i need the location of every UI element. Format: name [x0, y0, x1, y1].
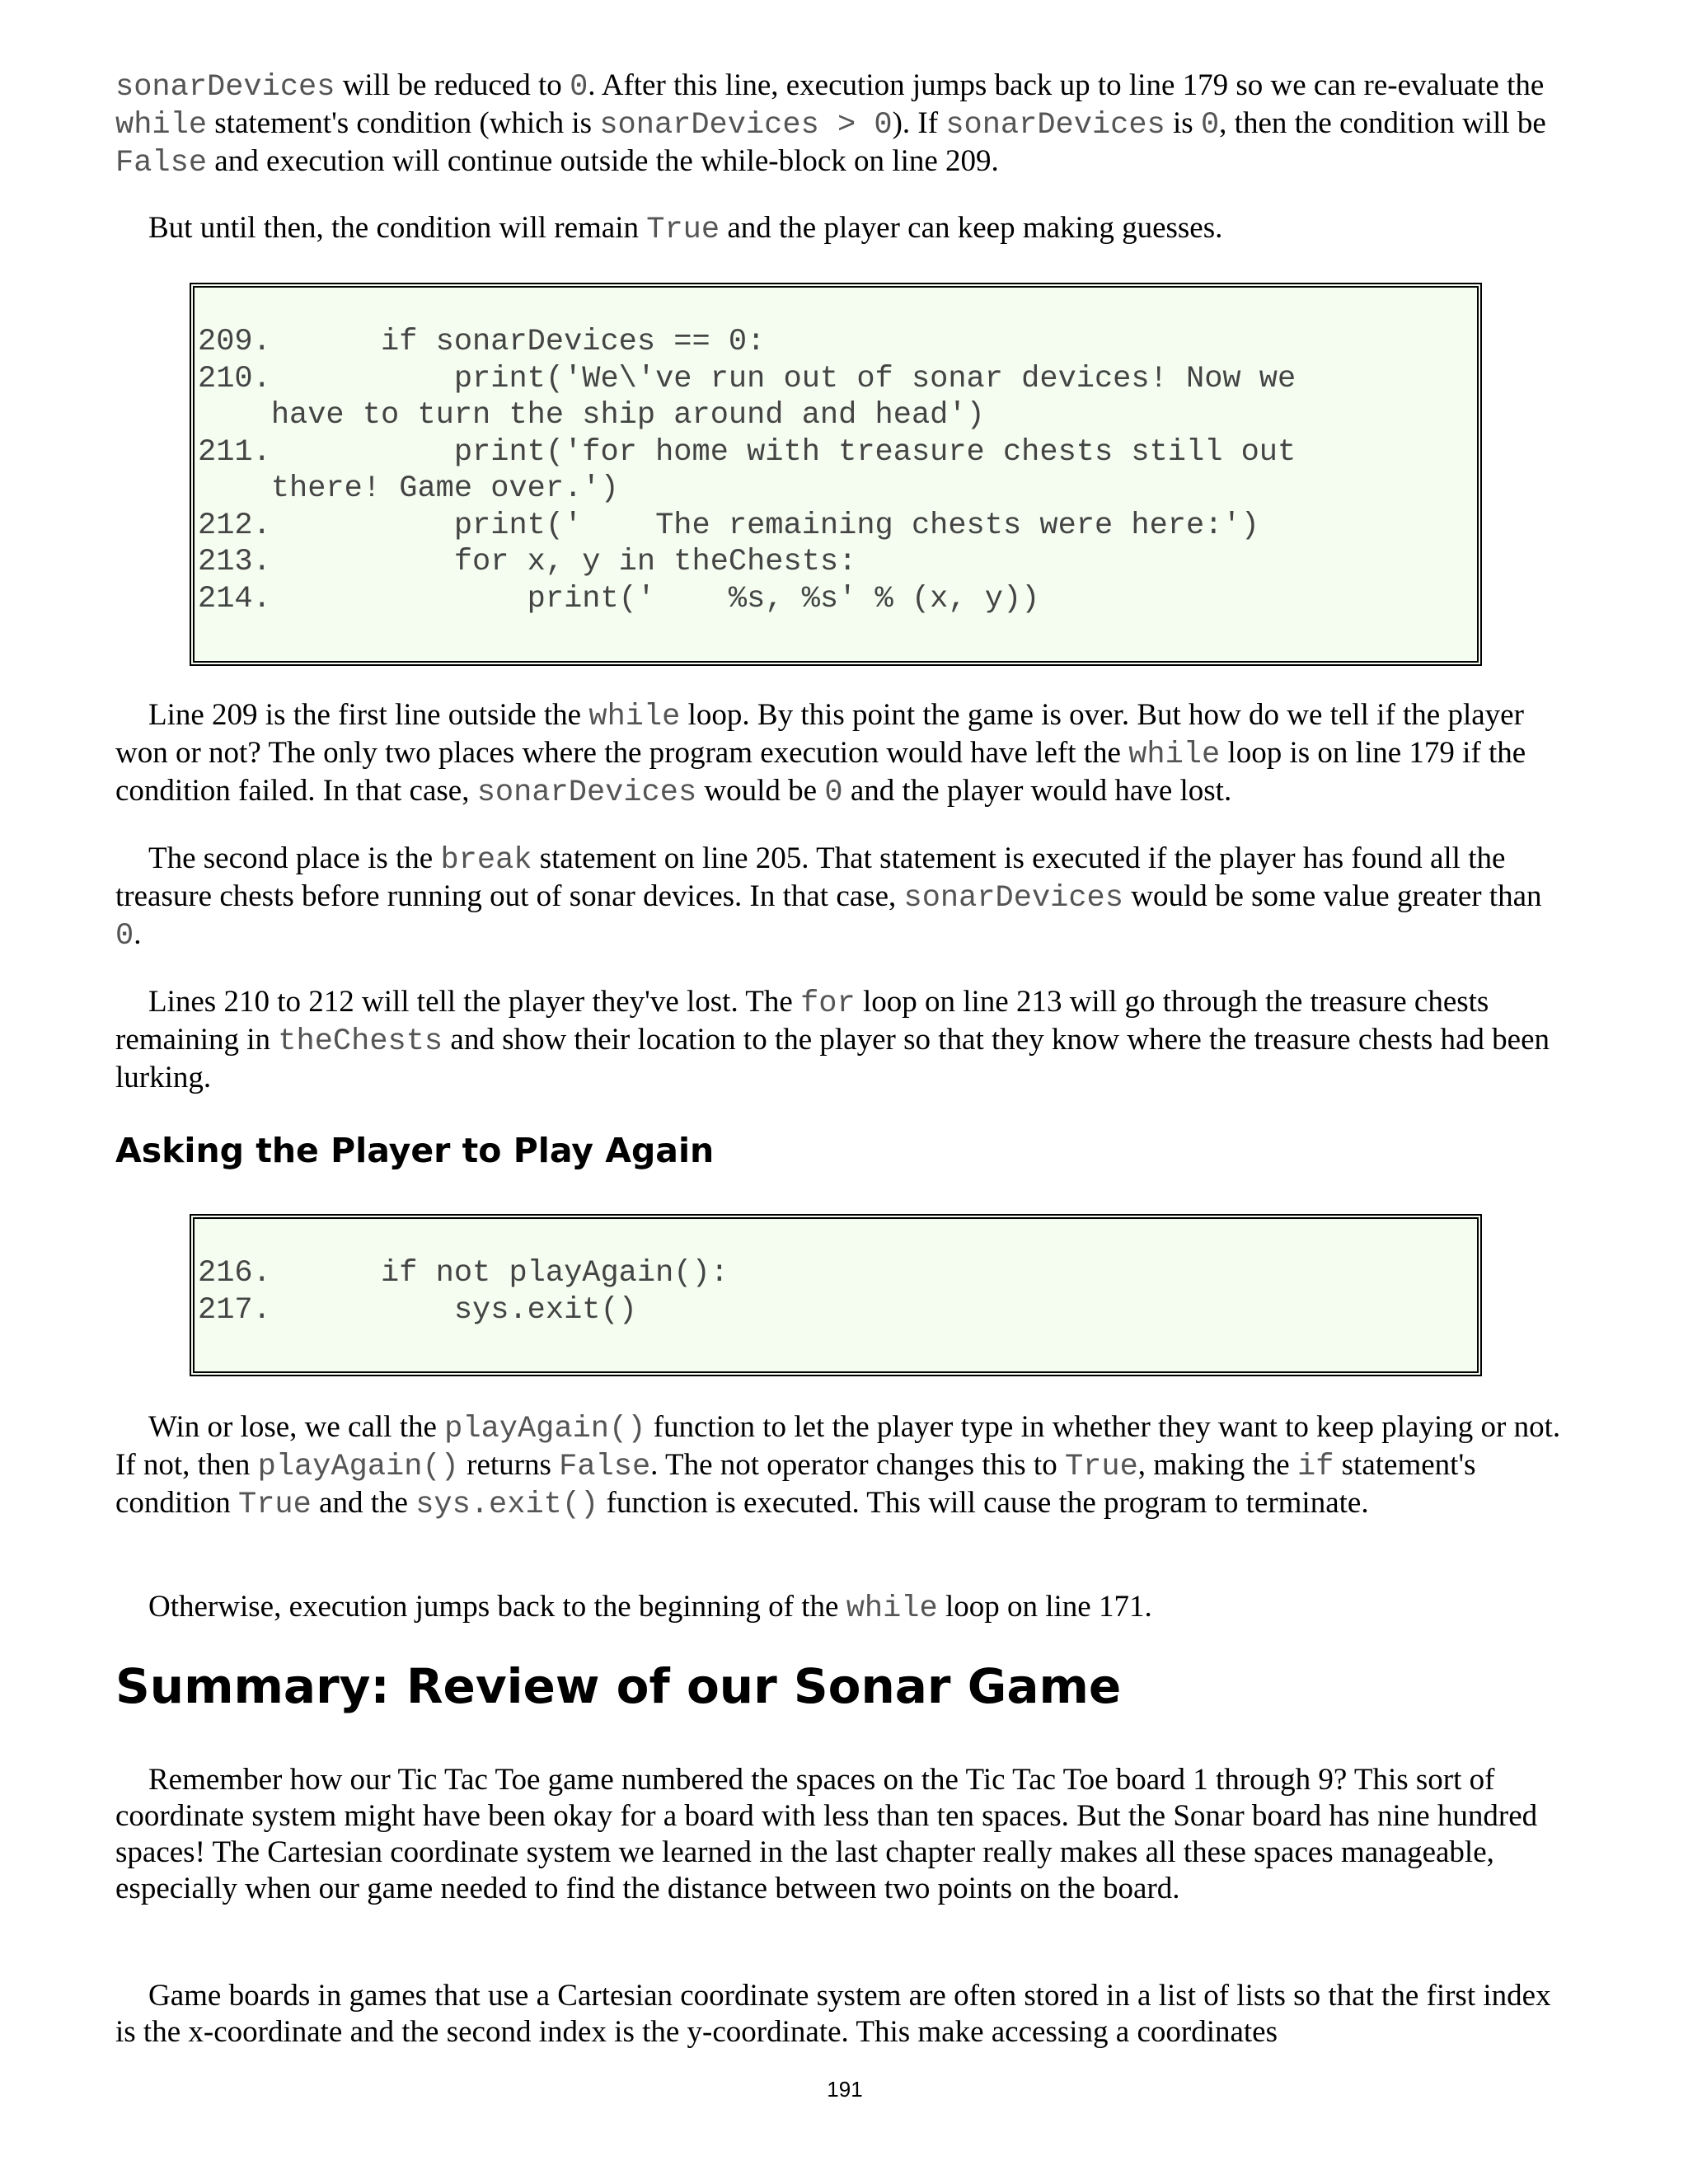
- text: returns: [458, 1448, 560, 1482]
- chapter-summary-heading: Summary: Review of our Sonar Game: [115, 1658, 1122, 1714]
- paragraph-until-then: [115, 210, 1574, 248]
- text: loop on line 213 will go through the treasure chests remaining in: [115, 985, 1489, 1057]
- text: will be reduced to: [335, 68, 570, 102]
- inline-code: if: [1296, 1450, 1334, 1484]
- paragraph-otherwise: [115, 1589, 1574, 1627]
- text: statement's condition: [115, 1448, 1476, 1520]
- inline-code: sonarDevices: [945, 108, 1165, 143]
- text: But until then, the condition will remain: [148, 211, 647, 245]
- code-listing: 216. if not playAgain(): 217. sys.exit(): [198, 1256, 729, 1328]
- text: . The not operator changes this to: [650, 1448, 1065, 1482]
- inline-code: sonarDevices: [115, 70, 335, 105]
- text: and the: [311, 1486, 416, 1520]
- inline-code: theChests: [278, 1024, 443, 1059]
- inline-code: break: [440, 843, 532, 878]
- text: Win or lose, we call the: [148, 1410, 445, 1444]
- inline-code: 0: [115, 919, 134, 954]
- inline-code: True: [1064, 1450, 1138, 1484]
- inline-code: while: [1128, 738, 1221, 772]
- text: statement on line 205. That statement is executed if the player has found all the treasure chests before running out of sonar devices. In that case,: [115, 841, 1506, 913]
- text: loop on line 171.: [937, 1590, 1152, 1624]
- text: , making the: [1137, 1448, 1297, 1482]
- inline-code: True: [238, 1488, 312, 1522]
- text: function is executed. This will cause the program to terminate.: [598, 1486, 1369, 1520]
- text: , then the condition will be: [1219, 106, 1546, 140]
- inline-code: sonarDevices: [476, 776, 697, 810]
- text: Lines 210 to 212 will tell the player they've lost. The: [148, 985, 801, 1019]
- text: is: [1165, 106, 1201, 140]
- text: would be some value greater than: [1123, 879, 1542, 913]
- text: The second place is the: [148, 841, 441, 875]
- code-block-lines-216-217: [190, 1214, 1482, 1376]
- text: . After this line, execution jumps back up to line 179 so we can re-evaluate the: [588, 68, 1545, 102]
- text: statement's condition (which is: [207, 106, 600, 140]
- text: Line 209 is the first line outside the: [148, 698, 589, 732]
- paragraph-line-209: [115, 697, 1574, 811]
- text: and execution will continue outside the while-block on line 209.: [207, 144, 999, 178]
- text: would be: [696, 774, 825, 808]
- inline-code: False: [115, 146, 208, 180]
- text: loop is on line 179 if the condition failed. In that case,: [115, 736, 1526, 808]
- inline-code: 0: [1200, 108, 1220, 143]
- inline-code: while: [588, 700, 681, 734]
- section-heading-play-again: Asking the Player to Play Again: [115, 1131, 715, 1170]
- text: and the player would have lost.: [842, 774, 1232, 808]
- text: ). If: [892, 106, 946, 140]
- inline-code: sonarDevices: [903, 881, 1123, 916]
- text: function to let the player type in whether they want to keep playing or not. If not, then: [115, 1410, 1561, 1482]
- inline-code: True: [646, 213, 720, 247]
- inline-code: 0: [824, 776, 843, 810]
- inline-code: False: [559, 1450, 651, 1484]
- paragraph-remember: Remember how our Tic Tac Toe game numbered the spaces on the Tic Tac Toe board 1 through 9? This sort of coordinate system might have been okay for a board with less than ten spaces. But the Sonar board has nine hundred spaces! The Cartesian coordinate system we learned in the last chapter really makes all these spaces manageable, especially when our game needed to find the distance between two points on the board.: [115, 1763, 1538, 1905]
- text: loop. By this point the game is over. But how do we tell if the player won or not? The only two places where the program execution would have left the: [115, 698, 1524, 770]
- inline-code: sonarDevices > 0: [599, 108, 893, 143]
- paragraph-game-boards: Game boards in games that use a Cartesian coordinate system are often stored in a list of lists so that the first index is the x-coordinate and the second index is the y-coordinate. This make accessing a coordinates: [115, 1979, 1551, 2049]
- inline-code: playAgain(): [444, 1412, 646, 1446]
- inline-code: sys.exit(): [415, 1488, 599, 1522]
- paragraph-second-place: [115, 841, 1574, 954]
- text: and the player can keep making guesses.: [720, 211, 1223, 245]
- paragraph-win-or-lose: [115, 1409, 1574, 1523]
- page-number: 191: [827, 2077, 863, 2102]
- text: Otherwise, execution jumps back to the beginning of the: [148, 1590, 846, 1624]
- paragraph-sonar-devices: [115, 68, 1574, 181]
- inline-code: playAgain(): [257, 1450, 459, 1484]
- text: and show their location to the player so that they know where the treasure chests had been lurking.: [115, 1023, 1550, 1094]
- code-block-lines-209-214: [190, 283, 1482, 666]
- inline-code: while: [115, 108, 208, 143]
- paragraph-lines-210-212: [115, 984, 1574, 1096]
- inline-code: while: [846, 1591, 938, 1626]
- text: .: [134, 917, 142, 951]
- inline-code: for: [800, 987, 856, 1021]
- code-listing: 209. if sonarDevices == 0: 210. print('We\'ve run out of sonar devices! Now we have to turn the ship around and head') 211. print('for home with treasure chests still out there! Game over.') 212. print(' The remaining chests were here:') 213. for x, y in theChests: 214. print(' %s, %s' % (x, y)): [198, 325, 1296, 616]
- inline-code: 0: [570, 70, 588, 105]
